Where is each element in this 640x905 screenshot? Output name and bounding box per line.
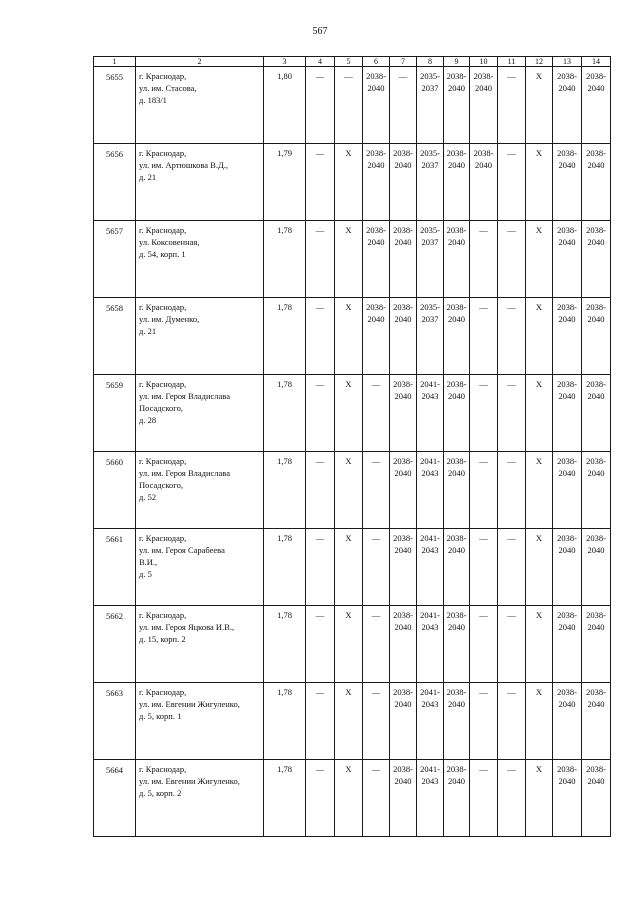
address-cell [136, 298, 264, 375]
value-cell-c13: 2038- 2040 [553, 144, 582, 221]
address-line: д. 28 [139, 415, 157, 425]
address-line: г. Краснодар, [139, 225, 187, 235]
address-line: д. 54, корп. 1 [139, 249, 186, 259]
address-line: г. Краснодар, [139, 71, 187, 81]
value-cell-c10: — [470, 375, 498, 452]
address-line: г. Краснодар, [139, 456, 187, 466]
value-cell-c11: — [498, 760, 526, 837]
value-cell-c3: 1,78 [264, 606, 306, 683]
value-cell-c7: 2038- 2040 [390, 298, 417, 375]
value-cell-c6: — [363, 529, 390, 606]
value-cell-c6: 2038- 2040 [363, 298, 390, 375]
row-number-cell: 5657 [94, 221, 136, 298]
address-cell [136, 452, 264, 529]
address-cell [136, 221, 264, 298]
value-cell-c11: — [498, 452, 526, 529]
value-cell-c4: — [306, 221, 335, 298]
address-line: д. 5, корп. 1 [139, 711, 182, 721]
address-cell [136, 529, 264, 606]
value-cell-c14: 2038- 2040 [582, 144, 611, 221]
value-cell-c13: 2038- 2040 [553, 298, 582, 375]
value-cell-c14: 2038- 2040 [582, 298, 611, 375]
address-line: д. 21 [139, 326, 157, 336]
address-cell [136, 375, 264, 452]
address-line: г. Краснодар, [139, 379, 187, 389]
row-number-cell: 5660 [94, 452, 136, 529]
value-cell-c5: X [335, 298, 363, 375]
address-line: г. Краснодар, [139, 533, 187, 543]
row-number-cell: 5661 [94, 529, 136, 606]
value-cell-c12: X [526, 298, 553, 375]
value-cell-c14: 2038- 2040 [582, 221, 611, 298]
value-cell-c3: 1,78 [264, 298, 306, 375]
value-cell-c11: — [498, 606, 526, 683]
value-cell-c13: 2038- 2040 [553, 683, 582, 760]
address-cell [136, 760, 264, 837]
value-cell-c5: — [335, 67, 363, 144]
value-cell-c11: — [498, 144, 526, 221]
column-header: 10 [470, 57, 498, 67]
value-cell-c12: X [526, 683, 553, 760]
value-cell-c8: 2041- 2043 [417, 683, 444, 760]
value-cell-c14: 2038- 2040 [582, 452, 611, 529]
address-line: ул. им. Думенко, [139, 314, 200, 324]
table-body [94, 67, 611, 837]
value-cell-c3: 1,79 [264, 144, 306, 221]
address-line: ул. им. Героя Сарабеева [139, 545, 225, 555]
value-cell-c6: — [363, 760, 390, 837]
address-line: ул. им. Героя Яцкова И.В., [139, 622, 235, 632]
value-cell-c13: 2038- 2040 [553, 221, 582, 298]
value-cell-c8: 2041- 2043 [417, 529, 444, 606]
value-cell-c10: — [470, 760, 498, 837]
value-cell-c6: — [363, 683, 390, 760]
value-cell-c7: — [390, 67, 417, 144]
value-cell-c8: 2035- 2037 [417, 221, 444, 298]
value-cell-c5: X [335, 529, 363, 606]
value-cell-c13: 2038- 2040 [553, 529, 582, 606]
value-cell-c14: 2038- 2040 [582, 529, 611, 606]
column-header: 13 [553, 57, 582, 67]
value-cell-c7: 2038- 2040 [390, 375, 417, 452]
value-cell-c7: 2038- 2040 [390, 760, 417, 837]
value-cell-c4: — [306, 606, 335, 683]
value-cell-c8: 2041- 2043 [417, 375, 444, 452]
value-cell-c10: — [470, 298, 498, 375]
value-cell-c11: — [498, 529, 526, 606]
column-header: 14 [582, 57, 611, 67]
row-number-cell: 5663 [94, 683, 136, 760]
value-cell-c9: 2038- 2040 [444, 606, 470, 683]
address-line: ул. Коксовенная, [139, 237, 200, 247]
value-cell-c12: X [526, 221, 553, 298]
value-cell-c8: 2041- 2043 [417, 760, 444, 837]
address-line: г. Краснодар, [139, 302, 187, 312]
address-line: г. Краснодар, [139, 148, 187, 158]
address-line: ул. им. Стасова, [139, 83, 197, 93]
value-cell-c10: 2038- 2040 [470, 144, 498, 221]
value-cell-c12: X [526, 760, 553, 837]
value-cell-c9: 2038- 2040 [444, 67, 470, 144]
value-cell-c14: 2038- 2040 [582, 606, 611, 683]
value-cell-c10: — [470, 221, 498, 298]
value-cell-c3: 1,78 [264, 760, 306, 837]
column-header: 11 [498, 57, 526, 67]
value-cell-c5: X [335, 683, 363, 760]
value-cell-c8: 2035- 2037 [417, 298, 444, 375]
value-cell-c4: — [306, 67, 335, 144]
column-header: 4 [306, 57, 335, 67]
value-cell-c14: 2038- 2040 [582, 375, 611, 452]
value-cell-c3: 1,78 [264, 375, 306, 452]
value-cell-c11: — [498, 67, 526, 144]
address-cell [136, 67, 264, 144]
row-number-cell: 5658 [94, 298, 136, 375]
column-header: 9 [444, 57, 470, 67]
data-table [93, 56, 611, 837]
value-cell-c12: X [526, 67, 553, 144]
address-line: Посадского, [139, 480, 183, 490]
value-cell-c9: 2038- 2040 [444, 683, 470, 760]
column-header: 6 [363, 57, 390, 67]
address-line: ул. им. Героя Владислава [139, 468, 230, 478]
value-cell-c7: 2038- 2040 [390, 452, 417, 529]
value-cell-c4: — [306, 529, 335, 606]
value-cell-c5: X [335, 375, 363, 452]
address-line: д. 52 [139, 492, 157, 502]
address-cell [136, 606, 264, 683]
column-header: 7 [390, 57, 417, 67]
value-cell-c7: 2038- 2040 [390, 144, 417, 221]
row-number-cell: 5656 [94, 144, 136, 221]
value-cell-c10: — [470, 606, 498, 683]
table-row [94, 298, 611, 375]
value-cell-c5: X [335, 452, 363, 529]
value-cell-c14: 2038- 2040 [582, 67, 611, 144]
value-cell-c12: X [526, 529, 553, 606]
address-line: ул. им. Евгении Жигуленко, [139, 776, 240, 786]
value-cell-c8: 2041- 2043 [417, 606, 444, 683]
page-number: 567 [312, 26, 328, 37]
value-cell-c4: — [306, 144, 335, 221]
value-cell-c11: — [498, 221, 526, 298]
value-cell-c3: 1,78 [264, 221, 306, 298]
table-row [94, 683, 611, 760]
address-line: д. 183/1 [139, 95, 167, 105]
value-cell-c11: — [498, 683, 526, 760]
value-cell-c9: 2038- 2040 [444, 760, 470, 837]
address-line: д. 5, корп. 2 [139, 788, 182, 798]
value-cell-c9: 2038- 2040 [444, 529, 470, 606]
value-cell-c10: — [470, 683, 498, 760]
address-cell [136, 683, 264, 760]
table-header-row [94, 57, 611, 67]
value-cell-c13: 2038- 2040 [553, 67, 582, 144]
value-cell-c6: 2038- 2040 [363, 221, 390, 298]
value-cell-c8: 2035- 2037 [417, 144, 444, 221]
value-cell-c4: — [306, 298, 335, 375]
address-line: ул. им. Евгении Жигуленко, [139, 699, 240, 709]
value-cell-c3: 1,78 [264, 529, 306, 606]
value-cell-c4: — [306, 683, 335, 760]
address-line: г. Краснодар, [139, 610, 187, 620]
value-cell-c13: 2038- 2040 [553, 375, 582, 452]
address-line: ул. им. Героя Владислава [139, 391, 230, 401]
value-cell-c7: 2038- 2040 [390, 606, 417, 683]
row-number-cell: 5662 [94, 606, 136, 683]
address-line: д. 5 [139, 569, 152, 579]
value-cell-c4: — [306, 452, 335, 529]
value-cell-c6: 2038- 2040 [363, 144, 390, 221]
value-cell-c13: 2038- 2040 [553, 606, 582, 683]
table-row [94, 144, 611, 221]
value-cell-c13: 2038- 2040 [553, 452, 582, 529]
address-cell [136, 144, 264, 221]
column-header: 12 [526, 57, 553, 67]
value-cell-c3: 1,78 [264, 452, 306, 529]
column-header: 3 [264, 57, 306, 67]
value-cell-c6: — [363, 375, 390, 452]
value-cell-c3: 1,78 [264, 683, 306, 760]
table-row [94, 67, 611, 144]
table-row [94, 452, 611, 529]
value-cell-c4: — [306, 375, 335, 452]
column-header: 2 [136, 57, 264, 67]
column-header: 1 [94, 57, 136, 67]
address-line: В.И., [139, 557, 158, 567]
value-cell-c5: X [335, 221, 363, 298]
column-header: 5 [335, 57, 363, 67]
value-cell-c11: — [498, 298, 526, 375]
column-header: 8 [417, 57, 444, 67]
value-cell-c5: X [335, 144, 363, 221]
address-line: д. 15, корп. 2 [139, 634, 186, 644]
address-line: Посадского, [139, 403, 183, 413]
value-cell-c7: 2038- 2040 [390, 221, 417, 298]
value-cell-c10: — [470, 452, 498, 529]
table-row [94, 760, 611, 837]
value-cell-c8: 2041- 2043 [417, 452, 444, 529]
value-cell-c8: 2035- 2037 [417, 67, 444, 144]
value-cell-c13: 2038- 2040 [553, 760, 582, 837]
value-cell-c10: — [470, 529, 498, 606]
value-cell-c14: 2038- 2040 [582, 760, 611, 837]
address-line: д. 21 [139, 172, 157, 182]
address-line: ул. им. Артюшкова В.Д., [139, 160, 229, 170]
value-cell-c9: 2038- 2040 [444, 144, 470, 221]
value-cell-c6: — [363, 452, 390, 529]
row-number-cell: 5664 [94, 760, 136, 837]
table-row [94, 606, 611, 683]
table-row [94, 375, 611, 452]
value-cell-c4: — [306, 760, 335, 837]
table-row [94, 221, 611, 298]
value-cell-c6: — [363, 606, 390, 683]
value-cell-c6: 2038- 2040 [363, 67, 390, 144]
value-cell-c9: 2038- 2040 [444, 375, 470, 452]
value-cell-c12: X [526, 375, 553, 452]
value-cell-c14: 2038- 2040 [582, 683, 611, 760]
value-cell-c7: 2038- 2040 [390, 529, 417, 606]
value-cell-c12: X [526, 452, 553, 529]
row-number-cell: 5655 [94, 67, 136, 144]
value-cell-c9: 2038- 2040 [444, 452, 470, 529]
row-number-cell: 5659 [94, 375, 136, 452]
value-cell-c3: 1,80 [264, 67, 306, 144]
value-cell-c10: 2038- 2040 [470, 67, 498, 144]
value-cell-c11: — [498, 375, 526, 452]
address-line: г. Краснодар, [139, 764, 187, 774]
table-row [94, 529, 611, 606]
value-cell-c7: 2038- 2040 [390, 683, 417, 760]
value-cell-c9: 2038- 2040 [444, 221, 470, 298]
address-line: г. Краснодар, [139, 687, 187, 697]
value-cell-c12: X [526, 144, 553, 221]
value-cell-c9: 2038- 2040 [444, 298, 470, 375]
value-cell-c5: X [335, 760, 363, 837]
value-cell-c5: X [335, 606, 363, 683]
value-cell-c12: X [526, 606, 553, 683]
